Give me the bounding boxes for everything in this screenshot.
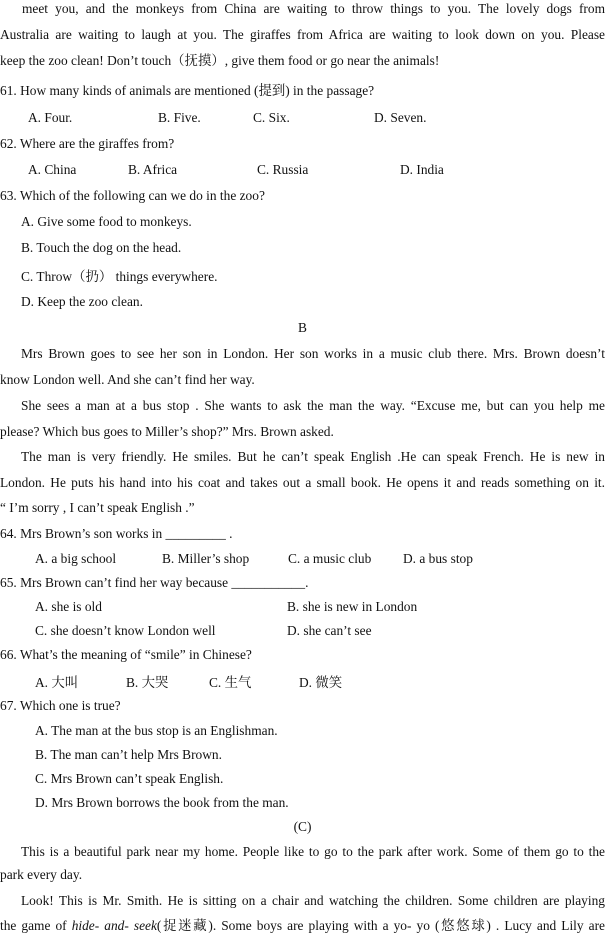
q63-option-b: B. Touch the dog on the head. — [21, 240, 182, 255]
q65-option-b: B. she is new in London — [287, 599, 418, 614]
q65-option-a: A. she is old — [35, 599, 102, 614]
section-c-line-1: This is a beautiful park near my home. People like to go to the park after work. Some of them go to the — [21, 844, 605, 859]
passage-a-line-3: keep the zoo clean! Don’t touch（抚摸）, give them food or go near the animals! — [0, 53, 440, 68]
q66-option-b: B. 大哭 — [126, 675, 169, 690]
section-b-line-2: know London well. And she can’t find her way. — [0, 372, 255, 387]
section-b-heading: B — [298, 320, 307, 335]
q64-option-d: D. a bus stop — [403, 551, 473, 566]
section-c-line-2: park every day. — [0, 867, 83, 882]
q62-option-a: A. China — [28, 162, 77, 177]
q64-stem: 64. Mrs Brown’s son works in _________ . — [0, 526, 233, 541]
q61-option-c: C. Six. — [253, 110, 290, 125]
q67-stem: 67. Which one is true? — [0, 698, 121, 713]
section-b-line-5: The man is very friendly. He smiles. But he can’t speak English .He can speak French. He is new in — [21, 449, 605, 464]
q63-stem: 63. Which of the following can we do in the zoo? — [0, 188, 265, 203]
q67-option-c: C. Mrs Brown can’t speak English. — [35, 771, 224, 786]
q61-option-a: A. Four. — [28, 110, 73, 125]
q62-option-c: C. Russia — [257, 162, 309, 177]
q67-option-a: A. The man at the bus stop is an Englishman. — [35, 723, 278, 738]
hide-and-seek-term: hide- and- seek — [71, 918, 157, 933]
q66-option-d: D. 微笑 — [299, 675, 343, 690]
q62-stem: 62. Where are the giraffes from? — [0, 136, 175, 151]
section-c-heading: (C) — [293, 819, 312, 834]
section-b-line-6: London. He puts his hand into his coat and takes out a small book. He opens it and reads something on it. — [0, 475, 605, 490]
passage-a-line-1: meet you, and the monkeys from China are waiting to throw things to you. The lovely dogs from — [22, 1, 605, 16]
q63-option-c: C. Throw（扔） things everywhere. — [21, 269, 218, 284]
section-c-line-4-before: the game of — [0, 918, 72, 933]
q65-option-d: D. she can’t see — [287, 623, 372, 638]
q62-option-b: B. Africa — [128, 162, 178, 177]
q61-stem: 61. How many kinds of animals are mentioned (提到) in the passage? — [0, 83, 375, 98]
q65-stem: 65. Mrs Brown can’t find her way because ___________. — [0, 575, 309, 590]
section-c-line-4 — [0, 918, 605, 934]
section-c-line-3: Look! This is Mr. Smith. He is sitting on a chair and watching the children. Some children are playing — [21, 893, 605, 908]
section-b-line-1: Mrs Brown goes to see her son in London. Her son works in a music club there. Mrs. Brown doesn’t — [21, 346, 605, 361]
passage-a-line-2: Australia are waiting to laugh at you. The giraffes from Africa are waiting to look down on you. Please — [0, 27, 605, 42]
q63-option-a: A. Give some food to monkeys. — [21, 214, 192, 229]
q64-option-b: B. Miller’s shop — [162, 551, 250, 566]
q66-stem: 66. What’s the meaning of “smile” in Chinese? — [0, 647, 252, 662]
q67-option-b: B. The man can’t help Mrs Brown. — [35, 747, 222, 762]
section-b-line-4: please? Which bus goes to Miller’s shop?” Mrs. Brown asked. — [0, 424, 334, 439]
q64-option-c: C. a music club — [288, 551, 372, 566]
section-b-line-3: She sees a man at a bus stop . She wants to ask the man the way. “Excuse me, but can you help me — [21, 398, 605, 413]
q67-option-d: D. Mrs Brown borrows the book from the man. — [35, 795, 289, 810]
q61-option-b: B. Five. — [158, 110, 201, 125]
section-c-line-4-after: (捉迷藏). Some boys are playing with a yo- yo (悠悠球) . Lucy and Lily are — [156, 918, 605, 933]
q66-option-a: A. 大叫 — [35, 675, 79, 690]
q65-option-c: C. she doesn’t know London well — [35, 623, 216, 638]
q63-option-d: D. Keep the zoo clean. — [21, 294, 143, 309]
q61-option-d: D. Seven. — [374, 110, 427, 125]
q66-option-c: C. 生气 — [209, 675, 252, 690]
q64-option-a: A. a big school — [35, 551, 117, 566]
section-b-line-7: “ I’m sorry , I can’t speak English .” — [0, 500, 195, 515]
q62-option-d: D. India — [400, 162, 444, 177]
